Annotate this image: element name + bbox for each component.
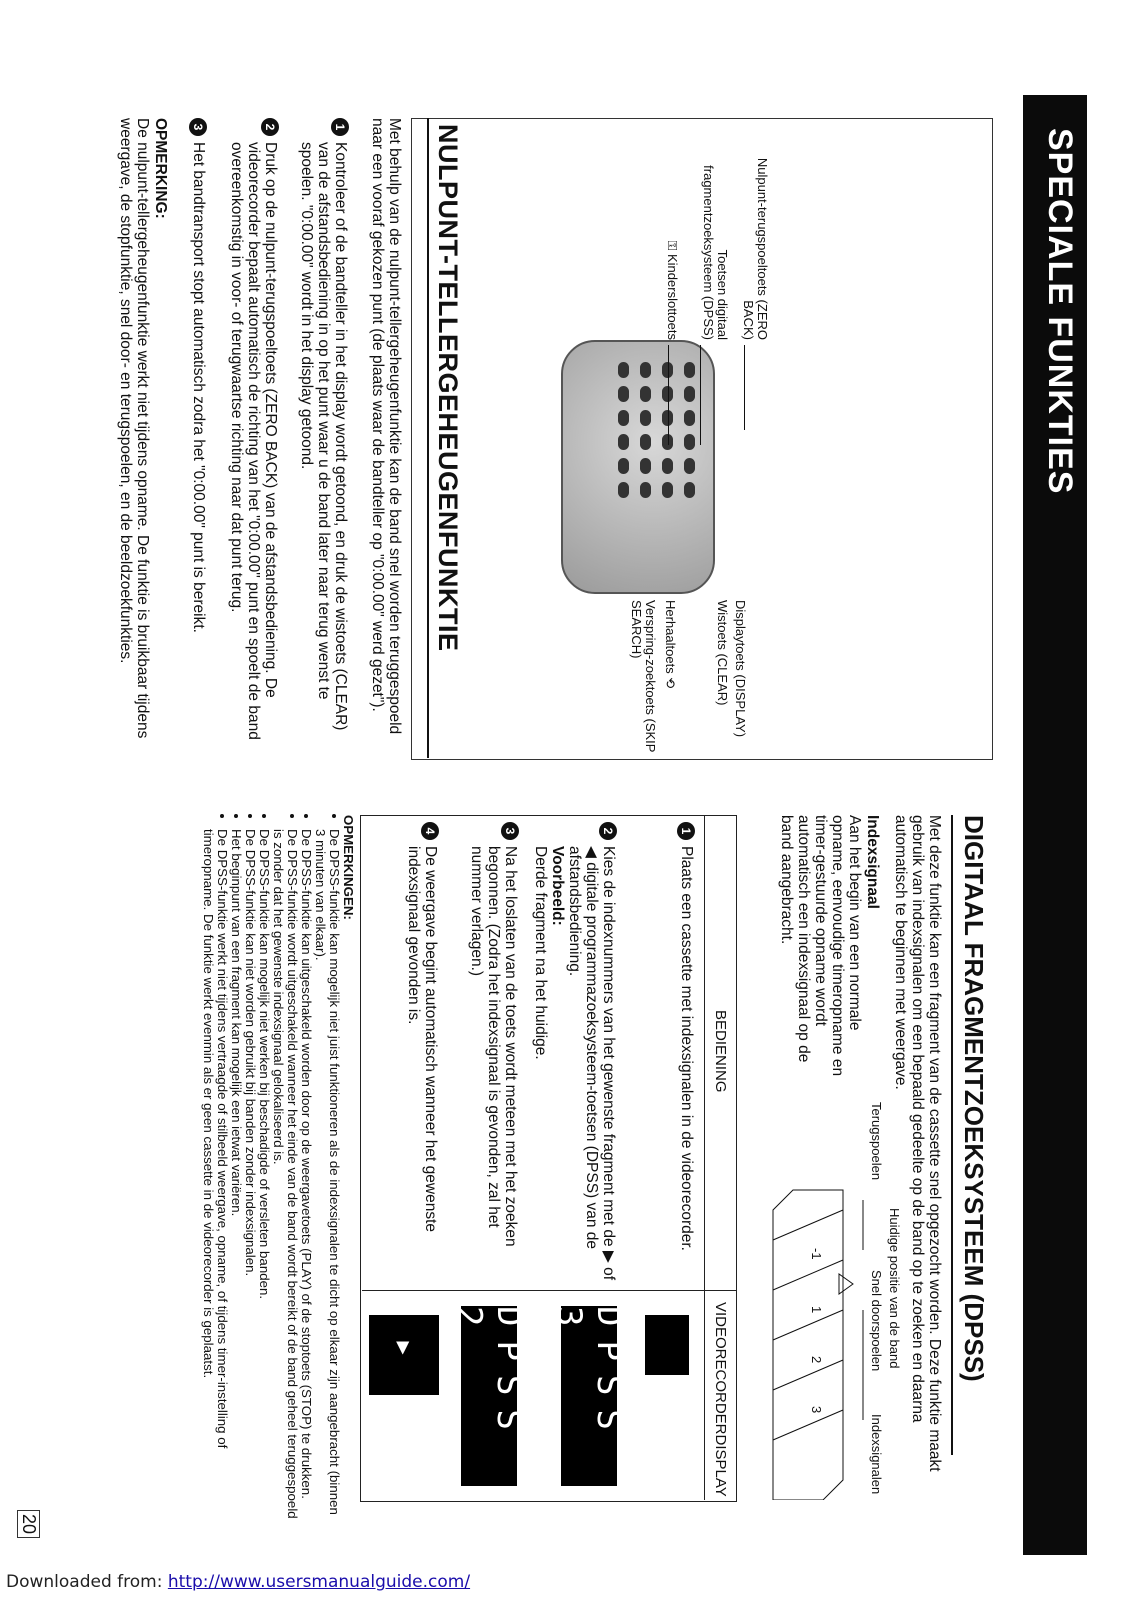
index-mark: 1 bbox=[809, 1306, 824, 1314]
label-zero-back: Nulpunt-terugspoeltoets (ZERO BACK) bbox=[741, 157, 770, 340]
tape-segment-line bbox=[773, 1210, 843, 1240]
remote-key bbox=[684, 410, 695, 426]
nulpunt-step-1 bbox=[298, 118, 349, 758]
label-skip-search: Verspring-zoektoets (SKIP SEARCH) bbox=[629, 600, 658, 753]
dpss-notes-title: OPMERKINGEN: bbox=[341, 815, 356, 920]
current-position-arrow bbox=[839, 1274, 853, 1294]
table-header-display: VIDEORECORDERDISPLAY bbox=[712, 1302, 729, 1497]
index-mark: 3 bbox=[809, 1406, 824, 1414]
label-child-lock bbox=[665, 140, 679, 340]
label-repeat-key bbox=[663, 600, 677, 760]
tape-segment-line bbox=[773, 1410, 843, 1440]
remote-key bbox=[640, 434, 651, 450]
remote-key bbox=[684, 458, 695, 474]
tape-segment-line bbox=[773, 1360, 843, 1390]
vcr-display-play: ▶ bbox=[369, 1315, 439, 1395]
remote-key bbox=[640, 362, 651, 378]
index-text: Aan het begin van een normale opname, eenvoudige timeropname en timer-gestuurde opname wordt automatisch een indexsignaal op de band aangebracht. bbox=[778, 815, 863, 1077]
tape-diagram-svg bbox=[749, 1180, 873, 1500]
index-mark: -1 bbox=[809, 1248, 824, 1260]
remote-key bbox=[640, 386, 651, 402]
key-lock-icon: ⚿ bbox=[665, 240, 680, 254]
step-text: Het bandtransport stopt automatisch zodra het "0:00.00" punt is bereikt. bbox=[190, 142, 207, 633]
index-mark: 2 bbox=[809, 1356, 824, 1364]
remote-key bbox=[618, 458, 629, 474]
tape-outline bbox=[773, 1190, 843, 1500]
remote-key bbox=[662, 482, 673, 498]
title-rule bbox=[427, 118, 429, 758]
remote-key bbox=[618, 410, 629, 426]
child-lock-text: Kinderslottoets bbox=[665, 254, 680, 340]
step-number-4: 4 bbox=[421, 822, 439, 840]
table-row bbox=[405, 822, 439, 1282]
label-display-key: Displaytoets (DISPLAY) bbox=[733, 600, 748, 738]
step-number-2: 2 bbox=[599, 822, 617, 840]
nulpunt-note: De nulpunt-tellergeheugenfunktie werkt niet tijdens opname. De funktie is bruikbaar tijdens weergave, de stopfunktie, snel door- en terugspoelen, en de beeldzoekfunkties. bbox=[117, 118, 151, 739]
download-footer bbox=[6, 1572, 470, 1592]
step-number-3: 3 bbox=[189, 118, 207, 136]
example-label: Voorbeeld: bbox=[549, 846, 566, 926]
note-item: • De DPSS-funktie wordt uitgeschakeld wanneer het einde van de band wordt bereikt of de band geheel teruggespoeld is zonder dat het gewenste indexsignaal gelokaliseerd is. bbox=[271, 829, 299, 1519]
step-2-content bbox=[532, 846, 617, 1282]
example-text: Derde fragment na het huidige. bbox=[532, 846, 549, 1060]
remote-key bbox=[618, 386, 629, 402]
note-item: • De DPSS-funktie werkt niet tijdens vertraagde of stilbeeld weergave, opname, of tijdens timer-instelling of timeropname. De funktie werkt evenmin als er geen cassette in de videorecorder is geplaatst. bbox=[201, 829, 229, 1519]
remote-key bbox=[618, 362, 629, 378]
table-column-divider bbox=[362, 1290, 737, 1291]
remote-key bbox=[684, 434, 695, 450]
ff-label: Snel doorspoelen bbox=[869, 1270, 884, 1372]
table-row bbox=[532, 822, 617, 1282]
step-text: De weergave begint automatisch wanneer het gewenste indexsignaal gevonden is. bbox=[405, 846, 439, 1233]
dpss-intro: Met deze funktie kan een fragment van de cassette snel opgezocht worden. Deze funktie maakt gebruik van indexsignalen om een bepaald gedeelte op de band op te zoeken en daarna automatisch te beginnen met weergave. bbox=[892, 815, 943, 1472]
index-signals-label: Indexsignalen bbox=[869, 1414, 884, 1495]
remote-key bbox=[618, 434, 629, 450]
repeat-key-text: Herhaaltoets bbox=[663, 600, 678, 674]
step-text: Plaats een cassette met indexsignalen in de videorecorder. bbox=[678, 846, 695, 1251]
nulpunt-note-title: OPMERKING: bbox=[152, 118, 169, 219]
remote-key bbox=[618, 482, 629, 498]
leader-line bbox=[668, 345, 669, 445]
nulpunt-step-3 bbox=[189, 118, 207, 758]
table-header-bediening: BEDIENING bbox=[712, 1010, 729, 1093]
table-row bbox=[677, 822, 695, 1282]
remote-key bbox=[662, 458, 673, 474]
tape-segment-line bbox=[773, 1310, 843, 1340]
page-number: 20 bbox=[17, 1510, 40, 1538]
vcr-display-dpss3: DPSS 3 bbox=[561, 1306, 617, 1486]
step-number-1: 1 bbox=[331, 118, 349, 136]
tape-segment-line bbox=[773, 1260, 843, 1290]
index-title: Indexsignaal bbox=[864, 815, 881, 909]
vcr-display-cassette bbox=[645, 1315, 689, 1375]
note-item: • De DPSS-funktie kan uitgeschakeld worden door op de weergavetoets (PLAY) of de stoptoets (STOP) te drukken. bbox=[299, 829, 313, 1519]
remote-key bbox=[640, 458, 651, 474]
step-text: Kontroleer of de bandteller in het display wordt getoond, en druk de wistoets (CLEAR) van de afstandsbediening in op het punt waar u de band later naar terug wenst te spoelen. "0:00.00" wordt in het display getoond. bbox=[298, 142, 349, 731]
note-item: • De DPSS-funktie kan mogelijk niet werken bij beschadigde of versleten banden. bbox=[257, 829, 271, 1519]
step-text: Druk op de nulpunt-terugspoeltoets (ZERO BACK) van de afstandsbediening. De videorecorder bepaalt automatisch de richting van het "0:00.00" punt en spoelt de band overeenkomstig in voor- of terugwaartse richting naar dat punt terug. bbox=[228, 142, 279, 740]
leader-line bbox=[744, 345, 745, 430]
current-position-label: Huidige positie van de band bbox=[887, 1208, 902, 1369]
nulpunt-step-2 bbox=[228, 118, 279, 758]
banner-title: SPECIALE FUNKTIES bbox=[1041, 128, 1079, 495]
footer-link[interactable]: http://www.usersmanualguide.com/ bbox=[167, 1572, 471, 1592]
nulpunt-title: NULPUNT-TELLERGEHEUGENFUNKTIE bbox=[433, 124, 463, 652]
nulpunt-intro: Met behulp van de nulpunt-tellergeheugenfunktie kan de band snel worden teruggespoeld naar een vooraf gekozen punt (de plaats waar de bandteller op "0:00.00" werd gezet"). bbox=[369, 118, 403, 735]
remote-key bbox=[684, 386, 695, 402]
note-item: • De DPSS-funktie kan niet worden gebruikt bij banden zonder indexsignalen. bbox=[243, 829, 257, 1519]
remote-key bbox=[640, 482, 651, 498]
title-rule bbox=[951, 815, 953, 1455]
step-text: Kies de indexnummers van het gewenste fragment met de ▶ of ◀ digitale programmazoeksysteem-toetsen (DPSS) van de afstandsbediening. bbox=[566, 846, 617, 1281]
step-text: Na het loslaten van de toets wordt meteen met het zoeken begonnen. (Zodra het indexsignaal is gevonden, zal het nummer verlagen.) bbox=[468, 846, 519, 1247]
remote-key bbox=[640, 410, 651, 426]
step-number-2: 2 bbox=[261, 118, 279, 136]
label-clear-key: Wistoets (CLEAR) bbox=[715, 600, 730, 706]
remote-key bbox=[684, 482, 695, 498]
tape-diagram bbox=[744, 1102, 902, 1500]
vcr-display-dpss2: DPSS 2 bbox=[461, 1306, 517, 1486]
note-item: • Het beginpunt van een fragment kan mogelijk een ietwat variëren. bbox=[229, 829, 243, 1519]
dpss-notes-list bbox=[201, 815, 341, 1519]
repeat-icon: ⟲ bbox=[663, 677, 678, 689]
remote-control-image bbox=[561, 340, 715, 594]
leader-line bbox=[700, 345, 701, 445]
label-dpss-keys: Toetsen digitaal fragmentzoeksysteem (DPSS) bbox=[701, 165, 730, 340]
dpss-title: DIGITAAL FRAGMENTZOEKSYSTEEM (DPSS) bbox=[959, 815, 989, 1382]
step-number-1: 1 bbox=[677, 822, 695, 840]
note-item: • De DPSS-funktie kan mogelijk niet juist funktioneren als de indexsignalen te dicht op elkaar zijn aangebracht (binnen 3 minuten van elkaar). bbox=[313, 829, 341, 1519]
step-number-3: 3 bbox=[501, 822, 519, 840]
rewind-label: Terugspoelen bbox=[869, 1102, 884, 1181]
table-row bbox=[468, 822, 519, 1282]
remote-key bbox=[684, 362, 695, 378]
footer-prefix: Downloaded from: bbox=[6, 1572, 168, 1592]
